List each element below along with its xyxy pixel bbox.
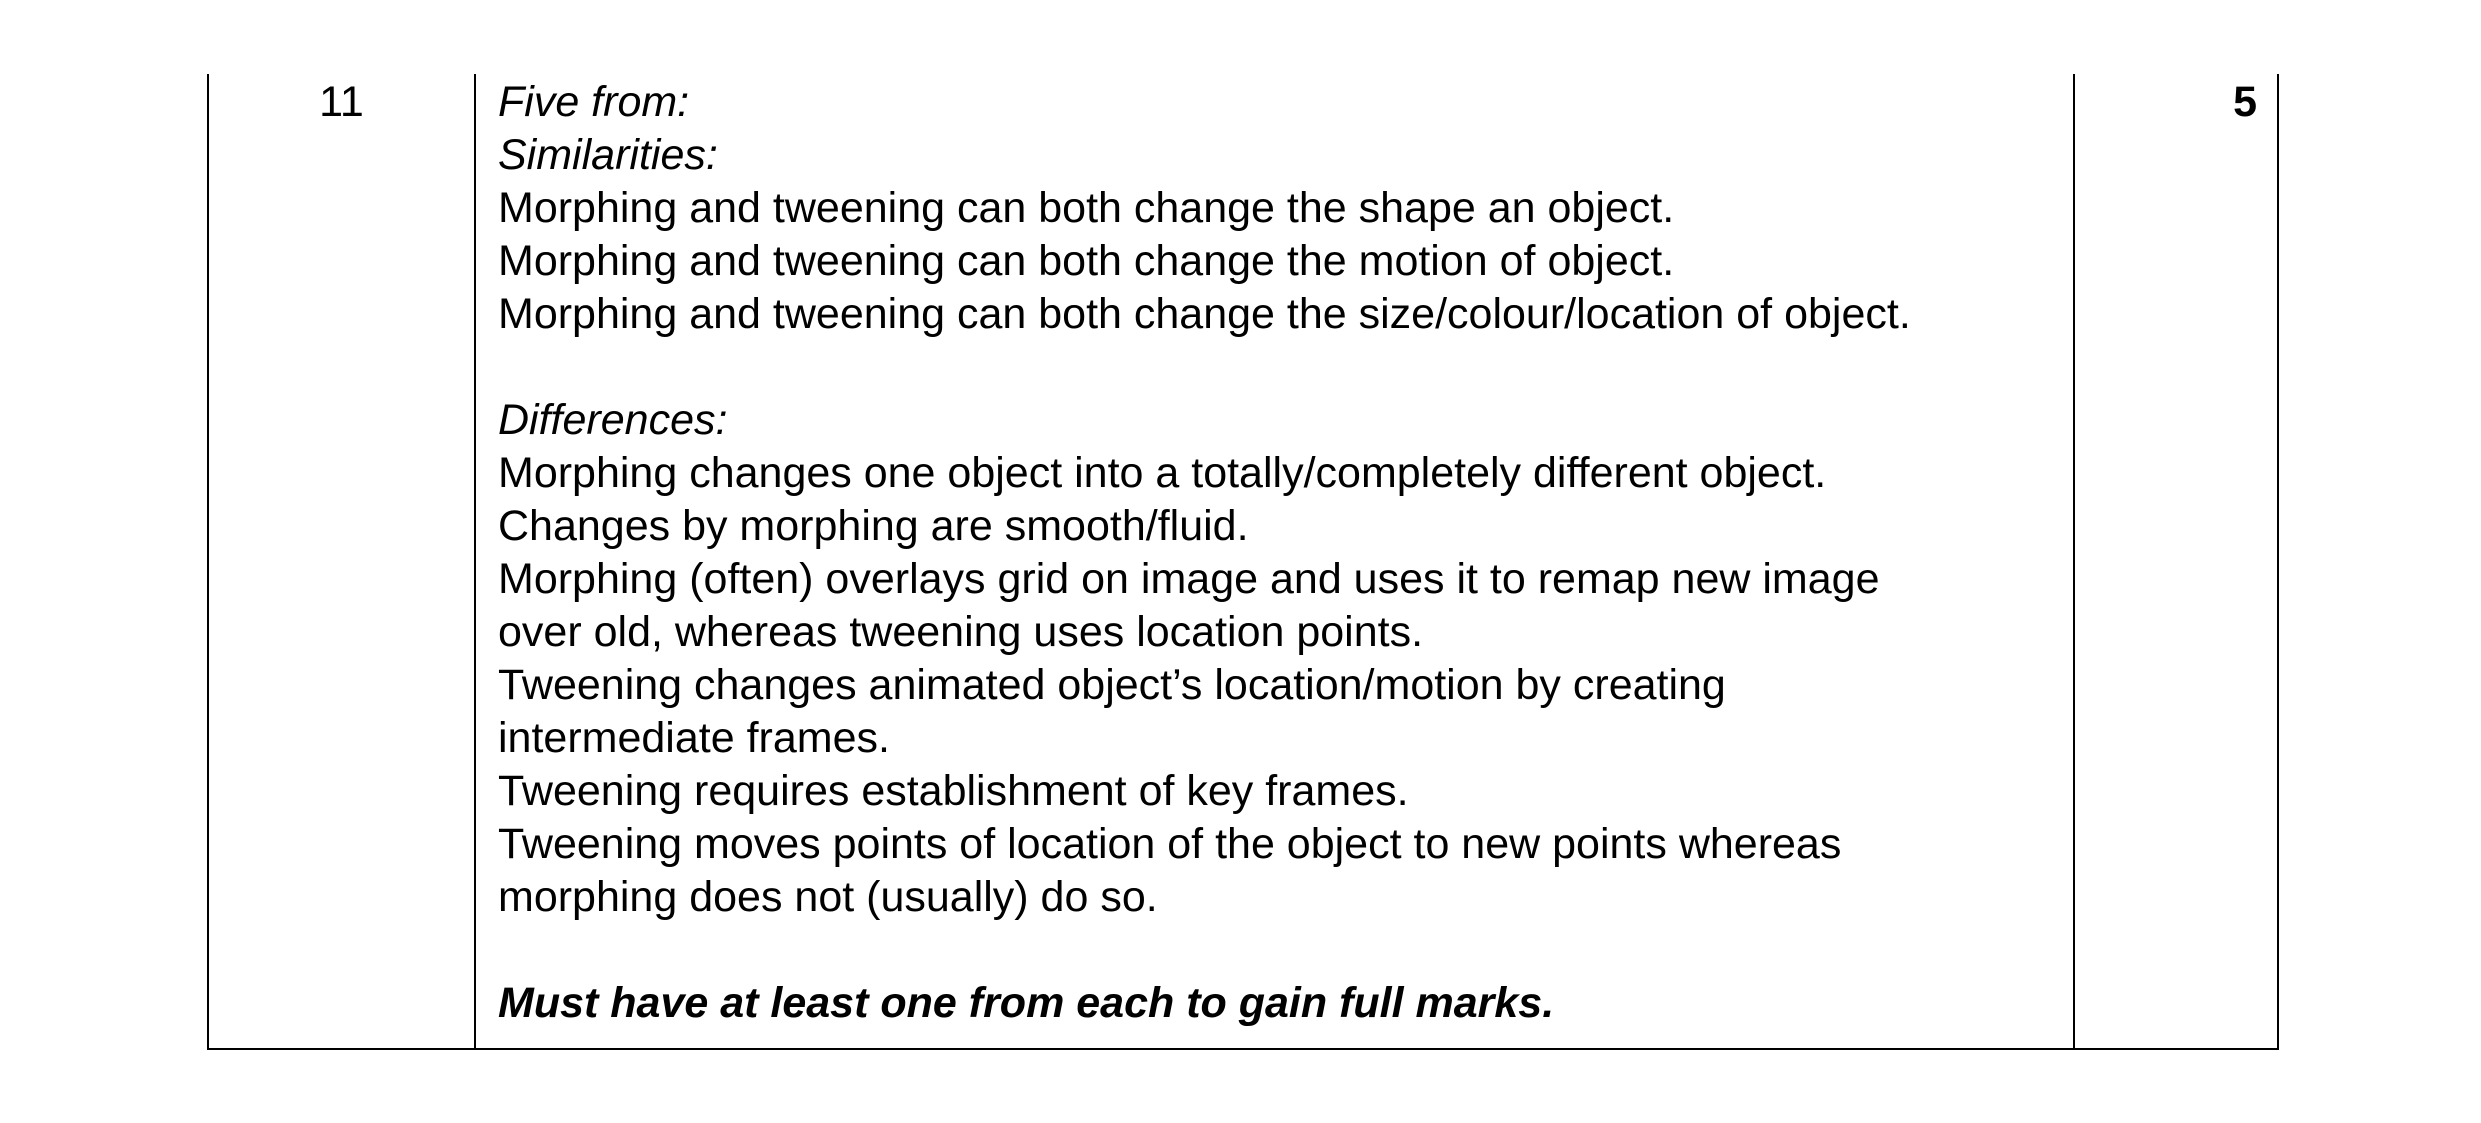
- differences-heading: Differences:: [498, 396, 728, 444]
- marks-value: 5: [2233, 78, 2257, 126]
- difference-line: over old, whereas tweening uses location points.: [498, 608, 1424, 656]
- difference-line: Morphing (often) overlays grid on image and uses it to remap new image: [498, 555, 1880, 603]
- spacer: [498, 924, 2058, 977]
- similarity-line: Morphing and tweening can both change the shape an object.: [498, 184, 1675, 232]
- difference-line: intermediate frames.: [498, 714, 890, 762]
- difference-line: Tweening requires establishment of key frames.: [498, 767, 1409, 815]
- difference-line: Tweening moves points of location of the object to new points whereas: [498, 820, 1842, 868]
- question-number: 11: [319, 78, 364, 126]
- similarities-heading: Similarities:: [498, 131, 718, 179]
- spacer: [498, 341, 2058, 394]
- similarity-line: Morphing and tweening can both change the motion of object.: [498, 237, 1675, 285]
- marking-note: Must have at least one from each to gain full marks.: [498, 979, 1555, 1027]
- mark-scheme-table: [207, 74, 2279, 1050]
- column-divider: [474, 74, 476, 1048]
- answer-intro: Five from:: [498, 78, 690, 126]
- difference-line: Tweening changes animated object’s location/motion by creating: [498, 661, 1726, 709]
- difference-line: morphing does not (usually) do so.: [498, 873, 1158, 921]
- difference-line: Changes by morphing are smooth/fluid.: [498, 502, 1249, 550]
- answer-cell: [498, 76, 2058, 1030]
- similarity-line: Morphing and tweening can both change the size/colour/location of object.: [498, 290, 1911, 338]
- difference-line: Morphing changes one object into a totally/completely different object.: [498, 449, 1827, 497]
- column-divider: [2073, 74, 2075, 1048]
